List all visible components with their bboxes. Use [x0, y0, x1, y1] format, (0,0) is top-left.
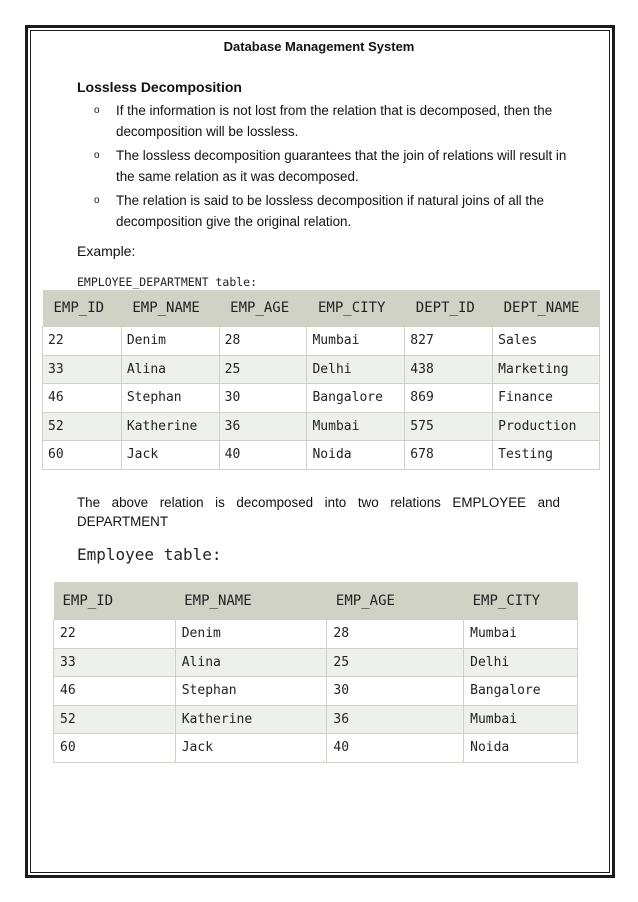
column-header: EMP_CITY	[464, 582, 578, 620]
table-row	[43, 412, 600, 441]
table-cell: Sales	[493, 327, 600, 356]
bullet-item	[94, 100, 569, 142]
table-cell: 52	[54, 705, 176, 734]
table-cell: 22	[43, 327, 122, 356]
table-row	[54, 648, 578, 677]
table-cell: Mumbai	[464, 620, 578, 649]
table-cell: Delhi	[464, 648, 578, 677]
table-cell: 25	[219, 355, 307, 384]
table-cell: Katherine	[121, 412, 219, 441]
table-cell: Mumbai	[307, 412, 405, 441]
example-label: Example:	[77, 243, 136, 259]
column-header: EMP_ID	[54, 582, 176, 620]
column-header: EMP_NAME	[175, 582, 327, 620]
table-cell: 28	[219, 327, 307, 356]
table-cell: Production	[493, 412, 600, 441]
table-row	[43, 355, 600, 384]
column-header: EMP_AGE	[327, 582, 464, 620]
table-caption: EMPLOYEE_DEPARTMENT table:	[77, 275, 258, 289]
column-header: EMP_CITY	[307, 290, 405, 327]
section-heading: Lossless Decomposition	[77, 79, 242, 95]
table-cell: Marketing	[493, 355, 600, 384]
table-cell: 36	[219, 412, 307, 441]
column-header: EMP_AGE	[219, 290, 307, 327]
table-cell: 869	[405, 384, 493, 413]
table-cell: 33	[43, 355, 122, 384]
table-cell: 678	[405, 441, 493, 470]
table-cell: 25	[327, 648, 464, 677]
table-cell: Stephan	[121, 384, 219, 413]
table-cell: 22	[54, 620, 176, 649]
table-cell: Testing	[493, 441, 600, 470]
table-cell: Alina	[175, 648, 327, 677]
table-row	[54, 677, 578, 706]
table-cell: Stephan	[175, 677, 327, 706]
table-cell: Mumbai	[464, 705, 578, 734]
table-cell: 438	[405, 355, 493, 384]
table-cell: 52	[43, 412, 122, 441]
table-cell: 28	[327, 620, 464, 649]
table-row	[54, 734, 578, 763]
table-cell: 30	[327, 677, 464, 706]
column-header: EMP_NAME	[121, 290, 219, 327]
bullet-text: The lossless decomposition guarantees that the join of relations will result in the same relation as it was decomposed.	[116, 148, 567, 184]
table-cell: 36	[327, 705, 464, 734]
bullet-circle-icon: o	[94, 195, 100, 206]
page-title: Database Management System	[223, 39, 415, 54]
table-row	[54, 705, 578, 734]
bullet-text: The relation is said to be lossless decomposition if natural joins of all the decomposition give the original relation.	[116, 193, 544, 229]
table-cell: 827	[405, 327, 493, 356]
table-cell: Noida	[464, 734, 578, 763]
bullet-list	[94, 100, 569, 235]
table-cell: 30	[219, 384, 307, 413]
table-row	[43, 441, 600, 470]
table-cell: Bangalore	[307, 384, 405, 413]
employee-table-heading: Employee table:	[77, 545, 222, 564]
table-header-row	[43, 290, 600, 327]
table-cell: 60	[43, 441, 122, 470]
bullet-circle-icon: o	[94, 150, 100, 161]
bullet-item	[94, 145, 569, 187]
table-cell: 46	[43, 384, 122, 413]
table-cell: Bangalore	[464, 677, 578, 706]
table-cell: 60	[54, 734, 176, 763]
column-header: DEPT_NAME	[493, 290, 600, 327]
table-cell: Denim	[175, 620, 327, 649]
decomposition-paragraph: The above relation is decomposed into two relations EMPLOYEE and DEPARTMENT	[77, 495, 560, 529]
table-cell: Delhi	[307, 355, 405, 384]
table-cell: Jack	[121, 441, 219, 470]
bullet-text: If the information is not lost from the relation that is decomposed, then the decomposition will be lossless.	[116, 103, 553, 139]
table-row	[43, 327, 600, 356]
table-cell: 575	[405, 412, 493, 441]
table-cell: 46	[54, 677, 176, 706]
bullet-item	[94, 190, 569, 232]
table-cell: Denim	[121, 327, 219, 356]
table-cell: Mumbai	[307, 327, 405, 356]
table-cell: Alina	[121, 355, 219, 384]
table-row	[43, 384, 600, 413]
table-row	[54, 620, 578, 649]
employee-table	[53, 582, 578, 763]
column-header: EMP_ID	[43, 290, 122, 327]
table-cell: Jack	[175, 734, 327, 763]
table-cell: 33	[54, 648, 176, 677]
employee-department-table	[42, 290, 600, 470]
column-header: DEPT_ID	[405, 290, 493, 327]
table-cell: 40	[219, 441, 307, 470]
bullet-circle-icon: o	[94, 105, 100, 116]
table-cell: Katherine	[175, 705, 327, 734]
table-cell: Noida	[307, 441, 405, 470]
table-cell: Finance	[493, 384, 600, 413]
table-header-row	[54, 582, 578, 620]
table-cell: 40	[327, 734, 464, 763]
